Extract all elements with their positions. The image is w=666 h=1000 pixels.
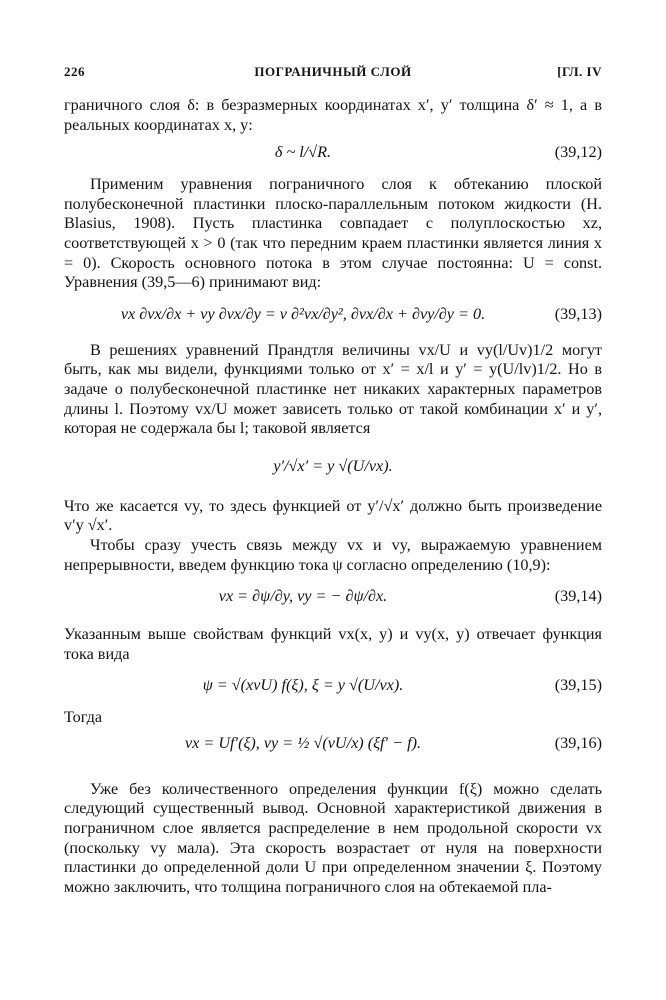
paragraph-7: Тогда xyxy=(64,708,103,727)
running-header xyxy=(64,62,602,84)
page-number: 226 xyxy=(64,64,85,79)
equation-body: ψ = √(xνU) f(ξ), ξ = y √(U/νx). xyxy=(202,676,404,695)
paragraph-8: Уже без количественного определения функции f(ξ) можно сделать следующий существенный вывод. Основной характеристикой движения в пограничном слое является распределение в нем продольной скорости vx (поскольку vy мала). Эта скорость возрастает от нуля на поверхности пластинки до определенной доли U при определенном значении ξ. Поэтому можно заключить, что толщина пограничного слоя на обтекаемой пла- xyxy=(64,779,602,896)
equation-combination xyxy=(64,439,602,497)
equation-number: (39,13) xyxy=(554,304,602,323)
running-title: ПОГРАНИЧНЫЙ СЛОЙ xyxy=(254,64,412,79)
paragraph-3: В решениях уравнений Прандтля величины vx/U и vy(l/Uv)1/2 могут быть, как мы видели, функциями только от x′ = x/l и y′ = y(U/lv)1/2. Но в задаче о полубесконечной пластинке нет никаких характерных параметров длины l. Поэтому vx/U может зависеть только от такой комбинации x′ и y′, которая не содержала бы l; таковой является xyxy=(64,340,602,438)
book-page xyxy=(64,62,602,897)
equation-39-16 xyxy=(64,728,602,772)
equation-body: y′/√x′ = y √(U/νx). xyxy=(273,456,393,475)
paragraph-2: Применим уравнения пограничного слоя к обтеканию плоской полубесконечной пластинки плоско-параллельным потоком жидкости (H. Blasius, 1908). Пусть пластинка совпадает с полуплоскостью xz, соответствующей x > 0 (так что передним краем пластинки является линия x = 0). Скорость основного потока в этом случае постоянна: U = const. Уравнения (39,5—6) принимают вид: xyxy=(64,175,602,292)
equation-39-14 xyxy=(64,575,602,619)
equation-body: vx ∂vx/∂x + vy ∂vx/∂y = ν ∂²vx/∂y², ∂vx/∂x + ∂vy/∂y = 0. xyxy=(120,304,486,323)
paragraph-5: Чтобы сразу учесть связь между vx и vy, выражаемую уравнением непрерывности, введем функцию тока ψ согласно определению (10,9): xyxy=(64,535,602,574)
paragraph-1: граничного слоя δ: в безразмерных координатах x′, y′ толщина δ′ ≈ 1, а в реальных координатах x, y: xyxy=(64,96,602,134)
equation-number: (39,15) xyxy=(554,676,602,695)
equation-number: (39,12) xyxy=(554,143,602,162)
equation-number: (39,14) xyxy=(554,587,602,606)
equation-body: δ ~ l/√R. xyxy=(274,143,332,162)
equation-number: (39,16) xyxy=(554,733,602,752)
equation-body: vx = ∂ψ/∂y, vy = − ∂ψ/∂x. xyxy=(218,587,388,606)
paragraph-6: Указанным выше свойствам функций vx(x, y) и vy(x, y) отвечает функция тока вида xyxy=(64,625,602,663)
equation-39-13 xyxy=(64,293,602,337)
equation-39-12 xyxy=(64,135,602,169)
equation-body: vx = Uf′(ξ), vy = ½ √(νU/x) (ξf′ − f). xyxy=(184,733,422,752)
paragraph-4: Что же касается vy, то здесь функцией от y′/√x′ должно быть произведение v′y √x′. xyxy=(64,496,602,535)
equation-39-15 xyxy=(64,664,602,708)
chapter-label: [ГЛ. IV xyxy=(557,64,602,79)
